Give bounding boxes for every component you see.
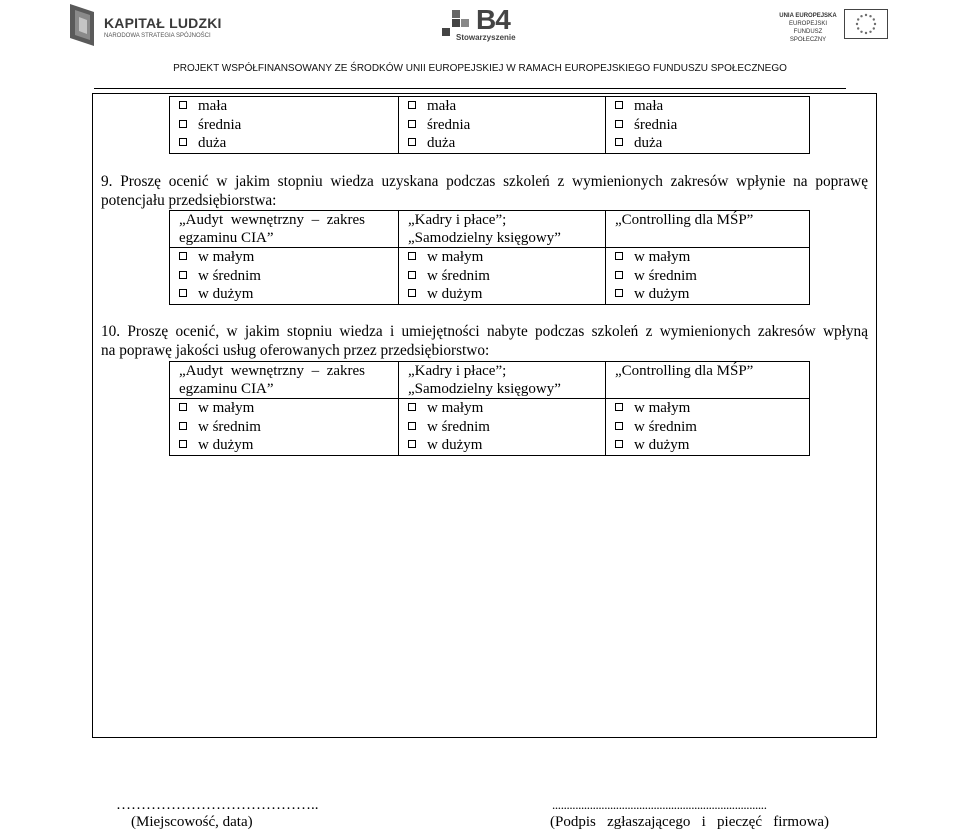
eu-line-2: EUROPEJSKI: [788, 21, 827, 27]
header-line: „Kadry i płace”;: [408, 212, 507, 228]
question-10-table: [169, 361, 810, 456]
question-9-line-1: 9. Proszę ocenić w jakim stopniu wiedza uzyskana podczas szkoleń z wymienionych zakresów wpłynie na poprawę: [101, 173, 868, 190]
header-line: „Controlling dla MŚP”: [615, 363, 754, 379]
option-label: w małym: [198, 400, 255, 416]
question-9: [101, 173, 868, 210]
column-header-kadry: [399, 211, 606, 248]
b4-subtitle: Stowarzyszenie: [456, 33, 516, 42]
checkbox-option[interactable]: [408, 248, 605, 267]
option-label: w dużym: [634, 286, 690, 302]
checkbox-icon[interactable]: [179, 289, 187, 297]
option-label: mała: [427, 98, 457, 114]
checkbox-option[interactable]: [179, 97, 398, 116]
checkbox-icon[interactable]: [615, 422, 623, 430]
checkbox-icon[interactable]: [408, 271, 416, 279]
kapital-ludzki-subtitle: NARODOWA STRATEGIA SPÓJNOŚCI: [104, 33, 211, 39]
checkbox-option[interactable]: [179, 285, 398, 304]
option-label: średnia: [198, 116, 242, 133]
checkbox-icon[interactable]: [408, 403, 416, 411]
checkbox-option[interactable]: [615, 418, 809, 437]
checkbox-icon[interactable]: [179, 440, 187, 448]
option-label: mała: [198, 98, 228, 114]
eu-flag-icon: [844, 9, 888, 39]
option-label: w małym: [634, 249, 691, 265]
checkbox-icon[interactable]: [408, 440, 416, 448]
checkbox-option[interactable]: [615, 134, 809, 153]
size-options-table: [169, 96, 810, 154]
options-cell: [170, 97, 399, 154]
checkbox-option[interactable]: [179, 418, 398, 437]
place-date-dots: …………………………………..: [116, 797, 319, 813]
eu-logo: [776, 9, 890, 41]
checkbox-icon[interactable]: [179, 101, 187, 109]
checkbox-option[interactable]: [408, 116, 605, 135]
header-line: „Samodzielny księgowy”: [408, 230, 561, 246]
header-line: „Audyt wewnętrzny – zakres: [179, 212, 365, 228]
checkbox-icon[interactable]: [615, 271, 623, 279]
checkbox-option[interactable]: [408, 134, 605, 153]
table-header-row: [170, 211, 810, 248]
option-label: w dużym: [427, 286, 483, 302]
header-line: „Kadry i płace”;: [408, 363, 507, 379]
options-cell: [399, 248, 606, 305]
header-line: „Controlling dla MŚP”: [615, 212, 754, 228]
place-date-label: (Miejscowość, data): [131, 814, 253, 830]
checkbox-icon[interactable]: [179, 403, 187, 411]
checkbox-icon[interactable]: [408, 101, 416, 109]
checkbox-option[interactable]: [615, 248, 809, 267]
signature-label: (Podpis zgłaszającego i pieczęć firmowa): [550, 814, 830, 830]
column-header-audyt: [170, 362, 399, 399]
kapital-ludzki-emblem-icon: [66, 2, 100, 48]
checkbox-option[interactable]: [179, 248, 398, 267]
eu-line-3: FUNDUSZ SPOŁECZNY: [789, 29, 827, 43]
checkbox-option[interactable]: [179, 134, 398, 153]
eu-line-1: UNIA EUROPEJSKA: [779, 13, 837, 19]
table-row: [170, 399, 810, 456]
checkbox-option[interactable]: [408, 267, 605, 286]
option-label: w średnim: [427, 267, 490, 284]
checkbox-icon[interactable]: [179, 271, 187, 279]
question-10-line-2: na poprawę jakości usług oferowanych przez przedsiębiorstwo:: [101, 341, 490, 359]
option-label: w średnim: [634, 267, 697, 284]
option-label: w dużym: [427, 437, 483, 453]
option-label: w dużym: [198, 286, 254, 302]
checkbox-icon[interactable]: [179, 422, 187, 430]
checkbox-option[interactable]: [408, 418, 605, 437]
option-label: mała: [634, 98, 664, 114]
column-header-controlling: [606, 362, 810, 399]
header-line: „Audyt wewnętrzny – zakres: [179, 363, 365, 379]
options-cell: [170, 399, 399, 456]
kapital-ludzki-title: KAPITAŁ LUDZKI: [104, 15, 222, 31]
question-10-line-1: 10. Proszę ocenić, w jakim stopniu wiedza i umiejętności nabyte podczas szkoleń z wymienionych zakresów wpłyną: [101, 323, 868, 340]
checkbox-option[interactable]: [615, 116, 809, 135]
option-label: w dużym: [634, 437, 690, 453]
b4-stowarzyszenie-logo: [442, 4, 522, 42]
checkbox-option[interactable]: [615, 399, 809, 418]
option-label: w dużym: [198, 437, 254, 453]
signature-dots: ..........................................................................: [552, 797, 767, 812]
checkbox-icon[interactable]: [408, 289, 416, 297]
kapital-ludzki-logo: [66, 2, 226, 48]
checkbox-icon[interactable]: [615, 403, 623, 411]
checkbox-icon[interactable]: [615, 138, 623, 146]
header-line: egzaminu CIA”: [179, 230, 274, 246]
checkbox-option[interactable]: [179, 436, 398, 455]
header-line: „Samodzielny księgowy”: [408, 381, 561, 397]
checkbox-option[interactable]: [615, 285, 809, 304]
options-cell: [606, 97, 810, 154]
question-9-table: [169, 210, 810, 305]
option-label: duża: [427, 135, 456, 151]
checkbox-icon[interactable]: [615, 101, 623, 109]
checkbox-option[interactable]: [179, 399, 398, 418]
option-label: w małym: [198, 249, 255, 265]
table-header-row: [170, 362, 810, 399]
checkbox-icon[interactable]: [615, 120, 623, 128]
checkbox-option[interactable]: [408, 436, 605, 455]
checkbox-option[interactable]: [408, 97, 605, 116]
b4-title: B4: [476, 4, 510, 35]
checkbox-icon[interactable]: [408, 252, 416, 260]
option-label: duża: [634, 135, 663, 151]
options-cell: [399, 399, 606, 456]
option-label: duża: [198, 135, 227, 151]
option-label: w małym: [427, 400, 484, 416]
checkbox-icon[interactable]: [408, 422, 416, 430]
option-label: w średnim: [427, 418, 490, 435]
option-label: średnia: [427, 116, 471, 133]
column-header-controlling: [606, 211, 810, 248]
question-10: [101, 323, 868, 360]
question-9-line-2: potencjału przedsiębiorstwa:: [101, 191, 277, 209]
checkbox-option[interactable]: [615, 267, 809, 286]
options-cell: [399, 97, 606, 154]
table-row: [170, 97, 810, 154]
option-label: w średnim: [198, 418, 261, 435]
project-funding-line: PROJEKT WSPÓŁFINANSOWANY ZE ŚRODKÓW UNII EUROPEJSKIEJ W RAMACH EUROPEJSKIEGO FUNDUSZU SPOŁECZNEGO: [173, 63, 787, 74]
checkbox-option[interactable]: [179, 116, 398, 135]
options-cell: [606, 399, 810, 456]
checkbox-icon[interactable]: [615, 440, 623, 448]
header-divider: [94, 88, 846, 89]
checkbox-option[interactable]: [408, 399, 605, 418]
eu-logo-text: [776, 12, 840, 44]
checkbox-icon[interactable]: [408, 138, 416, 146]
column-header-audyt: [170, 211, 399, 248]
option-label: w małym: [634, 400, 691, 416]
option-label: średnia: [634, 116, 678, 133]
checkbox-icon[interactable]: [408, 120, 416, 128]
header-line: egzaminu CIA”: [179, 381, 274, 397]
option-label: w średnim: [634, 418, 697, 435]
checkbox-icon[interactable]: [179, 252, 187, 260]
checkbox-icon[interactable]: [179, 138, 187, 146]
options-cell: [606, 248, 810, 305]
checkbox-icon[interactable]: [615, 289, 623, 297]
checkbox-option[interactable]: [615, 97, 809, 116]
checkbox-option[interactable]: [615, 436, 809, 455]
option-label: w małym: [427, 249, 484, 265]
option-label: w średnim: [198, 267, 261, 284]
checkbox-option[interactable]: [179, 267, 398, 286]
checkbox-icon[interactable]: [179, 120, 187, 128]
column-header-kadry: [399, 362, 606, 399]
checkbox-icon[interactable]: [615, 252, 623, 260]
options-cell: [170, 248, 399, 305]
checkbox-option[interactable]: [408, 285, 605, 304]
table-row: [170, 248, 810, 305]
